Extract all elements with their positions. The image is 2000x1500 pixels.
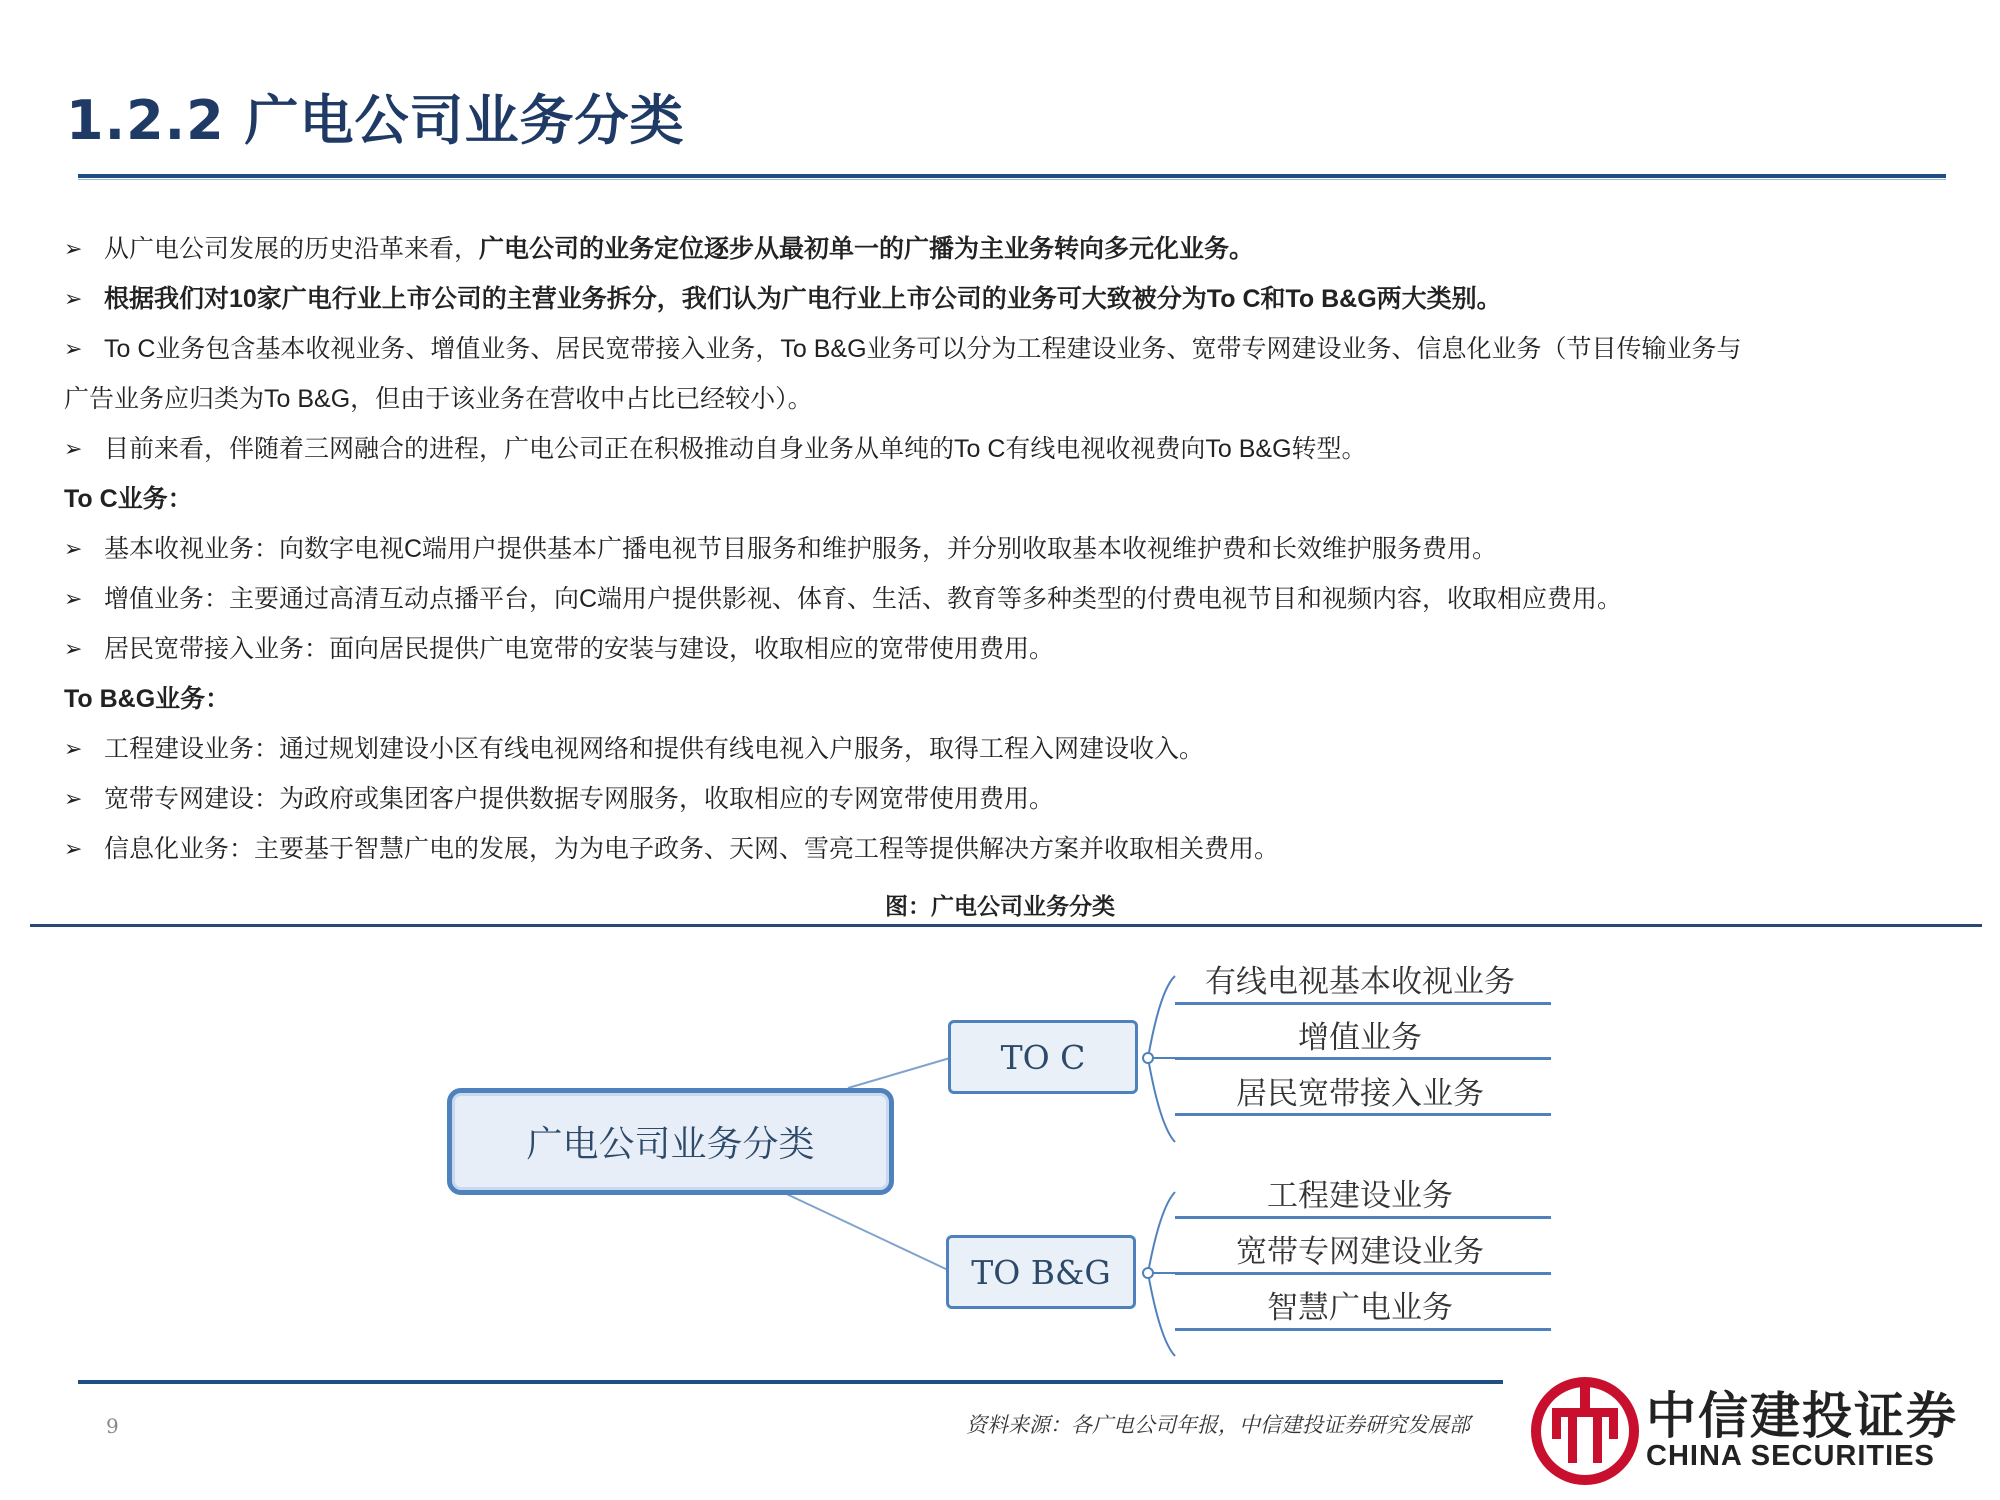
toc-item — [64, 574, 1944, 624]
leaf-underline — [1175, 1328, 1551, 1331]
connector-root-toc — [848, 1058, 950, 1088]
leaf-toc-3: 居民宽带接入业务 — [1236, 1076, 1484, 1112]
page-number: 9 — [106, 1414, 119, 1438]
tobg-item — [64, 724, 1944, 774]
bullet-arrow-icon: ➢ — [64, 586, 83, 611]
bullet-paragraph-4 — [64, 424, 1944, 474]
toc-item — [64, 524, 1944, 574]
paragraph-bold-text: 根据我们对10家广电行业上市公司的主营业务拆分，我们认为广电行业上市公司的业务可大致被分为To C和To B&G两大类别。 — [104, 285, 1502, 313]
tobg-item — [64, 774, 1944, 824]
leaf-underline — [1175, 1057, 1551, 1060]
paragraph-text: To C业务包含基本收视业务、增值业务、居民宽带接入业务，To B&G业务可以分为工程建设业务、宽带专网建设业务、信息化业务（节目传输业务与 — [104, 335, 1742, 363]
bullet-arrow-icon: ➢ — [64, 286, 83, 311]
toc-item — [64, 624, 1944, 674]
leaf-underline — [1175, 1216, 1551, 1219]
connector-tobg-leaf-3 — [1148, 1273, 1175, 1356]
branch-tobg-node: TO B&G — [946, 1235, 1136, 1309]
title-divider — [78, 174, 1946, 178]
bullet-paragraph-3 — [64, 324, 1944, 374]
bullet-arrow-icon: ➢ — [64, 236, 83, 261]
diagram-root-node: 广电公司业务分类 — [447, 1088, 894, 1195]
bullet-paragraph-1 — [64, 224, 1944, 274]
logo-english-name: CHINA SECURITIES — [1646, 1440, 1935, 1472]
leaf-tobg-2: 宽带专网建设业务 — [1236, 1234, 1484, 1270]
paragraph-text: 广告业务应归类为To B&G，但由于该业务在营收中占比已经较小）。 — [64, 385, 813, 413]
bullet-paragraph-3-continued — [64, 374, 1944, 424]
branch-node-tobg — [1143, 1268, 1153, 1278]
leaf-underline — [1175, 1272, 1551, 1275]
branch-node-toc — [1143, 1053, 1153, 1063]
tobg-item — [64, 824, 1944, 874]
leaf-tobg-3: 智慧广电业务 — [1267, 1290, 1453, 1326]
tobg-item-text: 宽带专网建设：为政府或集团客户提供数据专网服务，收取相应的专网宽带使用费用。 — [104, 785, 1055, 813]
paragraph-text: 目前来看，伴随着三网融合的进程，广电公司正在积极推动自身业务从单纯的To C有线电视收视费向To B&G转型。 — [104, 435, 1367, 463]
caption-divider — [30, 924, 1982, 927]
bullet-arrow-icon: ➢ — [64, 736, 83, 761]
paragraph-text: 从广电公司发展的历史沿革来看， — [104, 235, 480, 263]
bullet-arrow-icon: ➢ — [64, 336, 83, 361]
source-note: 资料来源：各广电公司年报，中信建投证券研究发展部 — [966, 1413, 1470, 1437]
bullet-arrow-icon: ➢ — [64, 436, 83, 461]
connector-tobg-leaf-1 — [1148, 1192, 1175, 1273]
bullet-arrow-icon: ➢ — [64, 636, 83, 661]
branch-toc-node: TO C — [948, 1020, 1138, 1094]
bullet-paragraph-2 — [64, 274, 1944, 324]
leaf-toc-1: 有线电视基本收视业务 — [1205, 964, 1515, 1000]
connector-root-tobg — [778, 1190, 948, 1270]
toc-item-text: 增值业务：主要通过高清互动点播平台，向C端用户提供影视、体育、生活、教育等多种类型的付费电视节目和视频内容，收取相应费用。 — [104, 585, 1623, 613]
leaf-underline — [1175, 1113, 1551, 1116]
paragraph-bold-text: 广电公司的业务定位逐步从最初单一的广播为主业务转向多元化业务。 — [479, 235, 1255, 263]
logo-chinese-name: 中信建投证券 — [1646, 1387, 1958, 1445]
footer-divider — [78, 1380, 1503, 1384]
leaf-underline — [1175, 1002, 1551, 1005]
figure-caption: 图：广电公司业务分类 — [885, 893, 1115, 919]
connector-toc-leaf-1 — [1148, 976, 1175, 1058]
toc-heading: To C业务： — [64, 485, 193, 513]
bullet-arrow-icon: ➢ — [64, 536, 83, 561]
bullet-arrow-icon: ➢ — [64, 836, 83, 861]
tobg-heading: To B&G业务： — [64, 685, 231, 713]
tobg-item-text: 信息化业务：主要基于智慧广电的发展，为为电子政务、天网、雪亮工程等提供解决方案并收取相关费用。 — [104, 835, 1280, 863]
citic-logo-icon — [1530, 1376, 1640, 1486]
page-title: 1.2.2 广电公司业务分类 — [66, 89, 685, 152]
connector-toc-leaf-3 — [1148, 1058, 1175, 1142]
body-text — [64, 224, 1944, 874]
leaf-toc-2: 增值业务 — [1298, 1020, 1422, 1056]
leaf-tobg-1: 工程建设业务 — [1267, 1178, 1453, 1214]
tobg-item-text: 工程建设业务：通过规划建设小区有线电视网络和提供有线电视入户服务，取得工程入网建设收入。 — [104, 735, 1205, 763]
bullet-arrow-icon: ➢ — [64, 786, 83, 811]
toc-item-text: 基本收视业务：向数字电视C端用户提供基本广播电视节目服务和维护服务，并分别收取基本收视维护费和长效维护服务费用。 — [104, 535, 1498, 563]
toc-item-text: 居民宽带接入业务：面向居民提供广电宽带的安装与建设，收取相应的宽带使用费用。 — [104, 635, 1055, 663]
business-classification-diagram — [0, 930, 2000, 1370]
title-divider-thin — [78, 179, 1946, 180]
